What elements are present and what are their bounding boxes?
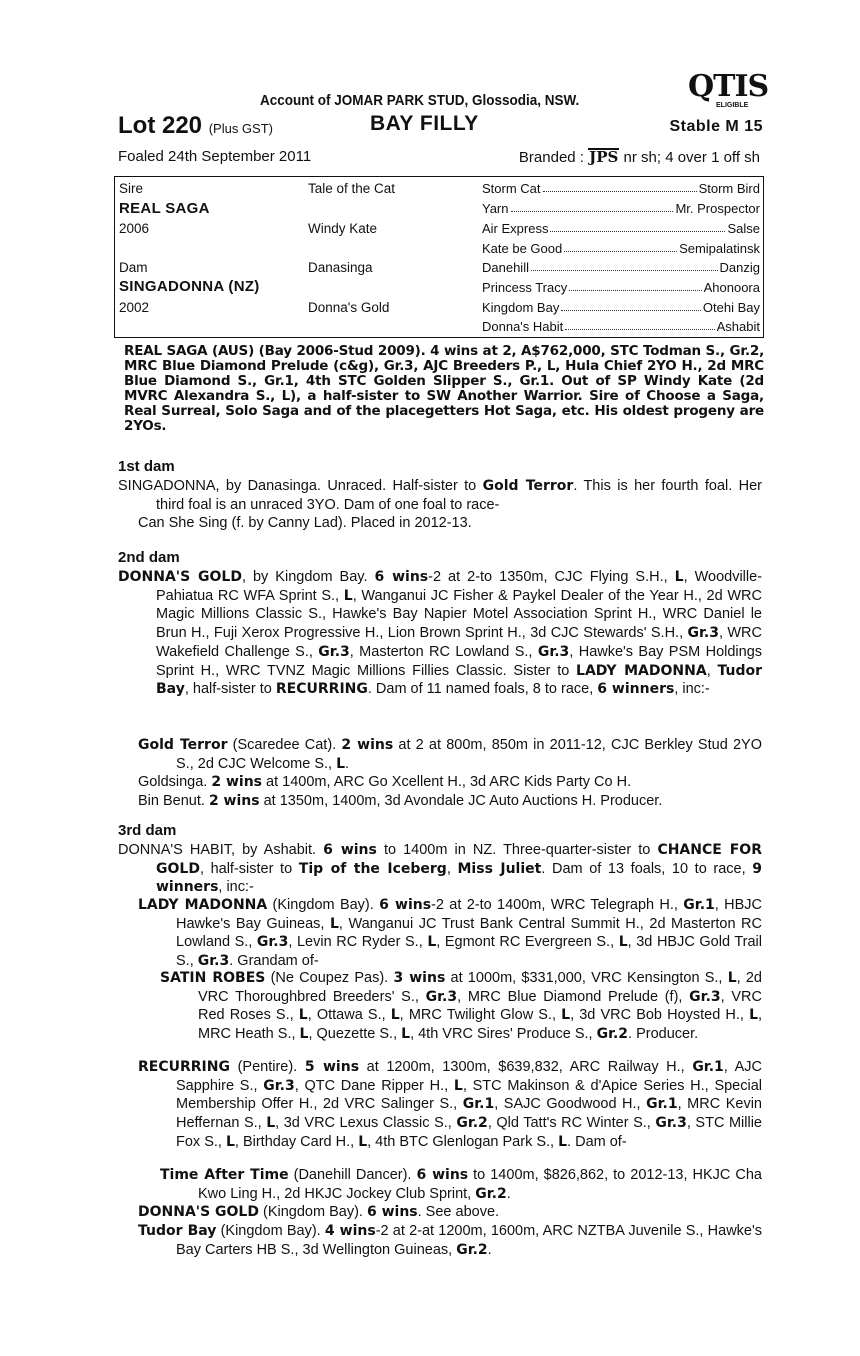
gst-note: (Plus GST) — [208, 121, 273, 136]
lot-number — [118, 112, 273, 140]
first-dam-heading: 1st dam — [118, 458, 175, 475]
dam-year: 2002 — [119, 300, 150, 315]
lot-description: BAY FILLY — [370, 112, 479, 135]
foaled-date: Foaled 24th September 2011 — [118, 148, 312, 165]
branded-prefix: Branded : — [518, 149, 589, 166]
pedigree-table — [114, 176, 764, 338]
qtis-logo — [688, 69, 769, 110]
pedigree-third-gen: Danehill Danzig — [482, 260, 760, 275]
pedigree-third-gen: Storm Cat Storm Bird — [482, 181, 760, 196]
pedigree-third-gen: Kate be Good Semipalatinsk — [482, 241, 760, 256]
dam-label: Dam — [119, 260, 148, 275]
dam-sire: Danasinga — [308, 260, 373, 275]
qtis-logo-word: QTIS — [688, 69, 769, 104]
progeny-lady-madonna: LADY MADONNA (Kingdom Bay). 6 wins-2 at 2-to 1400m, WRC Telegraph H., Gr.1, HBJC Hawke's Bay Guineas, L, Wanganui JC Trust Bank Central Summit H., 2d Masterton RC Lowland S., Gr.3, Levin RC Ryder S., L, Egmont RC Evergreen S., L, 3d HBJC Gold Trail S., Gr.3. Grandam of- — [138, 897, 762, 970]
progeny-gold-terror: Gold Terror (Scaredee Cat). 2 wins at 2 at 800m, 850m in 2011-12, CJC Berkley Stud 2YO S., 2d CJC Welcome S., L. — [138, 737, 762, 772]
sire-name: REAL SAGA — [119, 200, 210, 217]
vendor-line: Account of JOMAR PARK STUD, Glossodia, NSW. — [260, 92, 580, 109]
stable-location: Stable M 15 — [669, 118, 763, 135]
dam-name: SINGADONNA (NZ) — [119, 278, 260, 295]
progeny-bin-benut: Bin Benut. 2 wins at 1350m, 1400m, 3d Avondale JC Auto Auctions H. Producer. — [138, 793, 663, 809]
progeny-satin-robes: SATIN ROBES (Ne Coupez Pas). 3 wins at 1000m, $331,000, VRC Kensington S., L, 2d VRC Thoroughbred Breeders' S., Gr.3, MRC Blue Diamond Prelude (f), Gr.3, VRC Red Roses S., L, Ottawa S., L, MRC Twilight Glow S., L, 3d VRC Bob Hoysted H., L, MRC Heath S., L, Quezette S., L, 4th VRC Sires' Produce S., Gr.2. Producer. — [160, 970, 763, 1043]
first-dam-progeny: Can She Sing (f. by Canny Lad). Placed in 2012-13. — [138, 515, 472, 531]
third-dam-heading: 3rd dam — [118, 822, 177, 839]
qtis-logo-sub: ELIGIBLE — [716, 102, 749, 109]
pedigree-third-gen: Air Express Salse — [482, 221, 760, 236]
second-dam-text: DONNA'S GOLD, by Kingdom Bay. 6 wins-2 at 2-to 1350m, CJC Flying S.H., L, Woodville-Pahiatua RC WFA Sprint S., L, Wanganui JC Fisher & Paykel Dealer of the Year H., 2d WRC Magic Millions Classic S., Hawke's Bay Napier Motel Association Sprint H., WRC Daniel le Brun H., Fuji Xerox Progressive H., Lion Brown Sprint H., 3d CJC Stewards' S.H., Gr.3, WRC Wakefield Challenge S., Gr.3, Masterton RC Lowland S., Gr.3, Hawke's Bay PSM Holdings Sprint H., WRC TVNZ Magic Millions Fillies Classic. Sister to LADY MADONNA, Tudor Bay, half-sister to RECURRING. Dam of 11 named foals, 8 to race, 6 winners, inc:- — [118, 569, 763, 698]
pedigree-third-gen: Yarn Mr. Prospector — [482, 201, 760, 216]
pedigree-third-gen: Princess Tracy Ahonoora — [482, 280, 760, 295]
progeny-goldsinga: Goldsinga. 2 wins at 1400m, ARC Go Xcellent H., 3d ARC Kids Party Co H. — [138, 774, 632, 790]
first-dam-text: SINGADONNA, by Danasinga. Unraced. Half-sister to Gold Terror. This is her fourth foal. Her third foal is an unraced 3YO. Dam of one foal to race- — [118, 478, 763, 513]
branded-suffix: nr sh; 4 over 1 off sh — [619, 149, 760, 166]
progeny-tudor-bay: Tudor Bay (Kingdom Bay). 4 wins-2 at 2-at 1200m, 1600m, ARC NZTBA Juvenile S., Hawke's Bay Carters HB S., 3d Wellington Guineas, Gr.2. — [138, 1223, 762, 1258]
dam-dam: Donna's Gold — [308, 300, 390, 315]
sire-label: Sire — [119, 181, 144, 196]
pedigree-third-gen: Kingdom Bay Otehi Bay — [482, 300, 760, 315]
sire-dam: Windy Kate — [308, 221, 378, 236]
branded-line — [519, 148, 760, 166]
pedigree-third-gen: Donna's Habit Ashabit — [482, 319, 760, 334]
lot-label: Lot 220 — [118, 112, 203, 139]
sire-sire: Tale of the Cat — [308, 181, 396, 196]
sire-summary: REAL SAGA (AUS) (Bay 2006-Stud 2009). 4 wins at 2, A$762,000, STC Todman S., Gr.2, MRC Blue Diamond Prelude (c&g), Gr.3, AJC Breeders P., L, Hula Chief 2YO H., 2d MRC Blue Diamond S., Gr.1, 4th STC Golden Slipper S., Gr.1. Out of SP Windy Kate (2d MVRC Alexandra S., L), a half-sister to SW Another Warrior. Sire of Choose a Saga, Real Surreal, Solo Saga and of the placegetters Hot Saga, etc. His oldest progeny are 2YOs. — [124, 343, 764, 434]
third-dam-text: DONNA'S HABIT, by Ashabit. 6 wins to 1400m in NZ. Three-quarter-sister to CHANCE FOR GOLD, half-sister to Tip of the Iceberg, Miss Juliet. Dam of 13 foals, 10 to race, 9 winners, inc:- — [118, 842, 762, 896]
brand-mark: JPS — [589, 148, 619, 166]
progeny-time-after-time: Time After Time (Danehill Dancer). 6 wins to 1400m, $826,862, to 2012-13, HKJC Cha Kwo Ling H., 2d HKJC Jockey Club Sprint, Gr.2. — [160, 1167, 762, 1202]
lot-line — [118, 112, 763, 142]
progeny-recurring: RECURRING (Pentire). 5 wins at 1200m, 1300m, $639,832, ARC Railway H., Gr.1, AJC Sapphire S., Gr.3, QTC Dane Ripper H., L, STC Makinson & d'Apice Series H., Special Membership Offer H., 2d VRC Salinger S., Gr.1, SAJC Goodwood H., Gr.1, MRC Kevin Heffernan S., L, 3d VRC Lexus Classic S., Gr.2, Qld Tatt's RC Winter S., Gr.3, STC Millie Fox S., L, Birthday Card H., L, 4th BTC Glenlogan Park S., L. Dam of- — [138, 1059, 763, 1150]
progeny-donnas-gold: DONNA'S GOLD (Kingdom Bay). 6 wins. See above. — [138, 1204, 500, 1220]
sire-year: 2006 — [119, 221, 150, 236]
second-dam-heading: 2nd dam — [118, 549, 180, 566]
